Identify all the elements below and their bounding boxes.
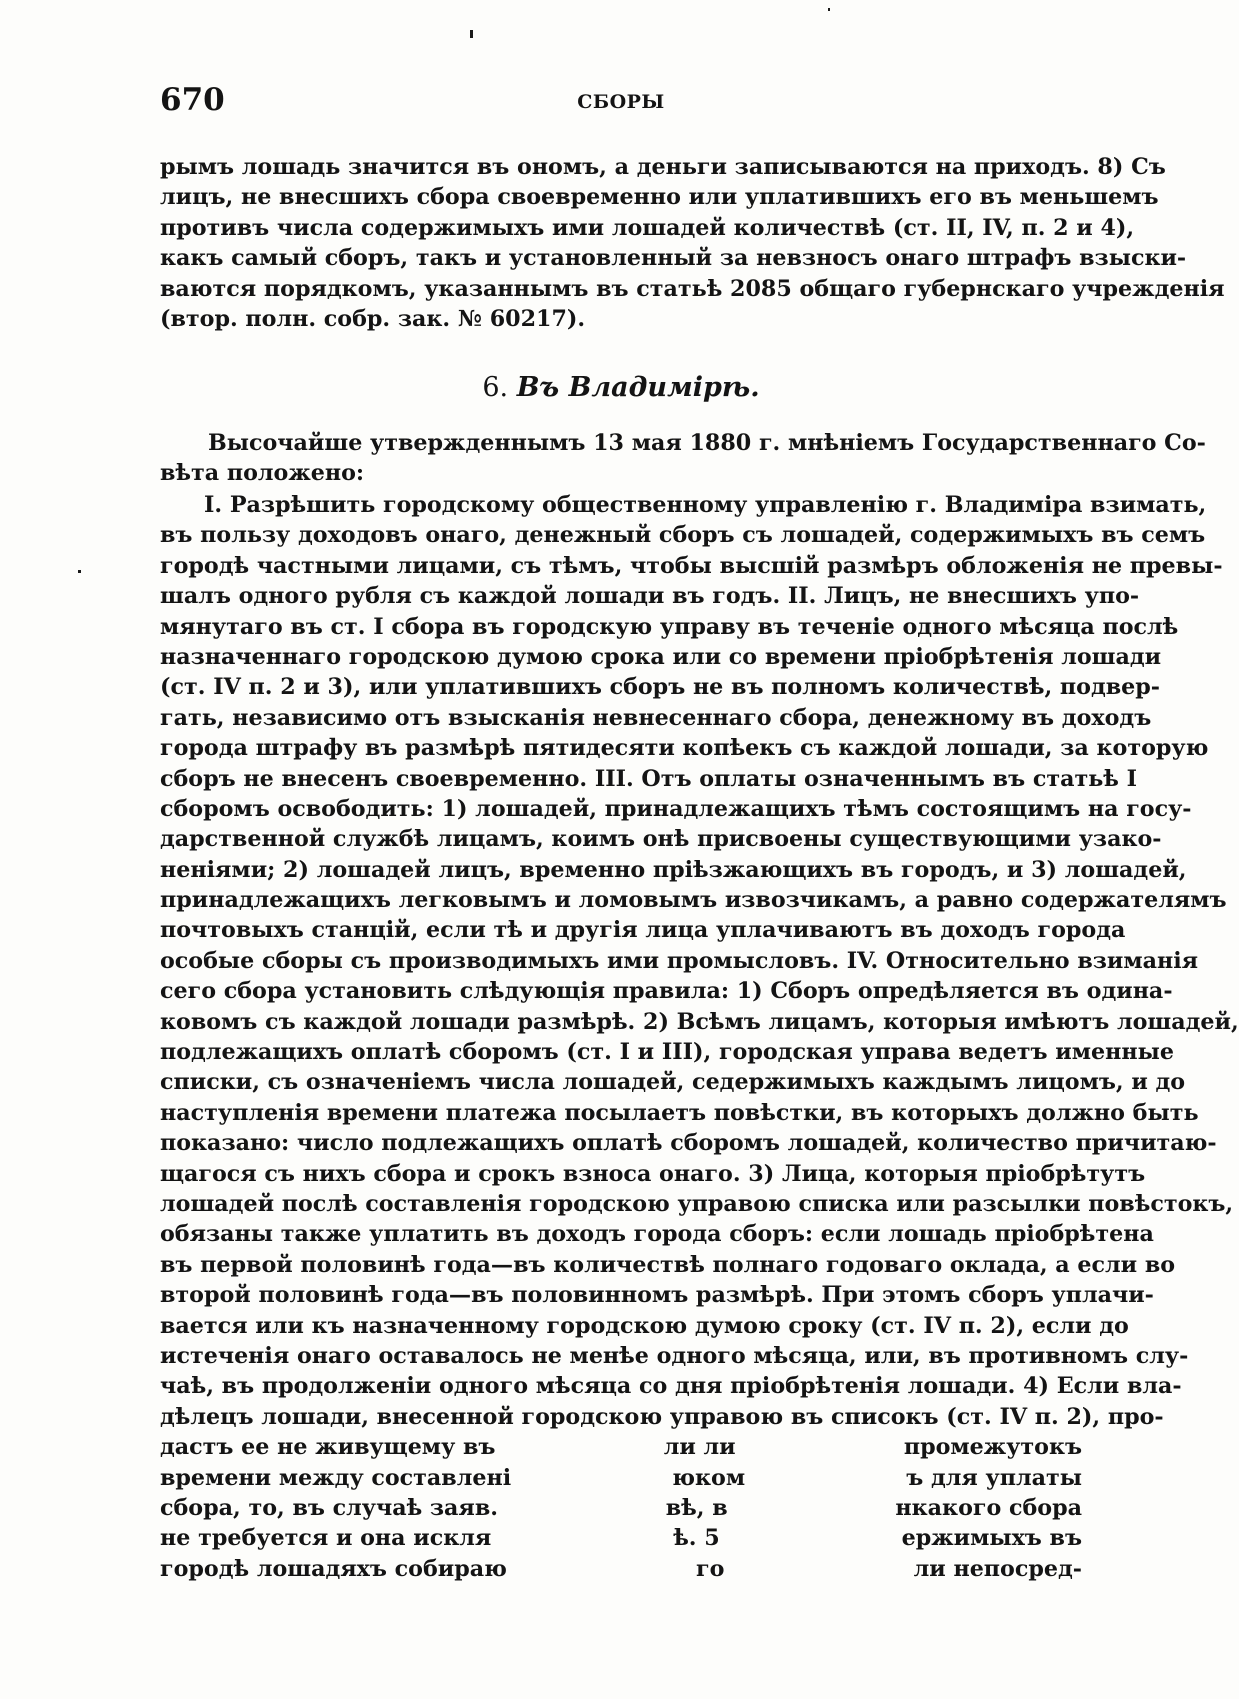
text-line: рымъ лошадь значится въ ономъ, а деньги записываются на приходъ. 8) Съ [160,154,1166,180]
text-line: почтовыхъ станцій, если тѣ и другія лица уплачиваютъ въ доходъ города [160,917,1126,944]
text-line: списки, съ означеніемъ числа лошадей, седержимыхъ каждымъ лицомъ, и до [160,1069,1186,1096]
text-line: города штрафу въ размѣрѣ пятидесяти копѣекъ съ каждой лошади, за которую [160,735,1209,762]
text-line: истеченія онаго оставалось не менѣе одного мѣсяца, или, въ противномъ слу- [160,1342,1189,1369]
text-line: вается или къ назначенному городскою думою сроку (ст. IV п. 2), если до [160,1312,1129,1339]
text-fragment: ли ли [663,1434,736,1461]
text-line: щагося съ нихъ сбора и срокъ взноса онаго. 3) Лица, которыя пріобрѣтутъ [160,1160,1146,1187]
text-line: противъ числа содержимыхъ ими лошадей количествѣ (ст. II, IV, п. 2 и 4), [160,214,1135,241]
text-fragment: дастъ ее не живущему въ [160,1434,496,1461]
text-line: I. Разрѣшить городскому общественному управленію г. Владиміра взимать, [204,492,1207,518]
text-fragment: ержимыхъ въ [901,1525,1082,1552]
text-line: чаѣ, въ продолженіи одного мѣсяца со дня пріобрѣтенія лошади. 4) Если вла- [160,1373,1182,1400]
section-title: Въ Владимірѣ. [516,372,760,403]
text-fragment: ѣ. 5 [673,1525,720,1552]
text-line: подлежащихъ оплатѣ сборомъ (ст. I и III), городская управа ведетъ именные [160,1039,1174,1066]
text-fragment: вѣ, в [665,1494,728,1521]
text-fragment: юком [672,1464,746,1491]
margin-speck [470,30,473,38]
torn-text-line [160,1493,1082,1523]
text-line: неніями; 2) лошадей лицъ, временно пріѣзжающихъ въ городъ, и 3) лошадей, [160,856,1187,883]
text-line: вѣта положено: [160,460,365,487]
page-header [160,82,1082,122]
text-line: въ пользу доходовъ онаго, денежный сборъ съ лошадей, содержимыхъ въ семъ [160,522,1206,549]
text-line: Высочайше утвержденнымъ 13 мая 1880 г. мнѣніемъ Государственнаго Со- [208,430,1206,456]
margin-speck [828,8,830,11]
intro-paragraph [160,428,1206,489]
page-number: 670 [160,82,225,118]
text-line: назначеннаго городскою думою срока или со времени пріобрѣтенія лошади [160,643,1162,670]
text-line: (втор. полн. собр. зак. № 60217). [160,305,586,332]
text-line: лошадей послѣ составленія городскою управою списка или разсылки повѣстокъ, [160,1190,1234,1217]
torn-text-line [160,1554,1082,1584]
text-fragment: го [696,1555,725,1582]
text-line: сборомъ освободить: 1) лошадей, принадлежащихъ тѣмъ состоящимъ на госу- [160,795,1192,822]
text-line: городѣ частными лицами, съ тѣмъ, чтобы высшій размѣръ обложенія не превы- [160,552,1223,579]
text-line: дарственной службѣ лицамъ, коимъ онѣ присвоены существующими узако- [160,826,1162,853]
text-fragment: городѣ лошадяхъ собираю [160,1555,507,1582]
text-fragment: промежутокъ [903,1434,1082,1461]
text-fragment: сбора, то, въ случаѣ заяв. [160,1494,498,1521]
margin-speck [78,570,81,573]
text-fragment: времени между составлені [160,1464,512,1491]
text-line: лицъ, не внесшихъ сбора своевременно или уплатившихъ его въ меньшемъ [160,184,1159,211]
text-line: наступленія времени платежа посылаетъ повѣстки, въ которыхъ должно быть [160,1099,1199,1126]
text-line: гать, независимо отъ взысканія невнесеннаго сбора, денежному въ доходъ [160,704,1152,731]
section-number: 6. [482,372,509,403]
text-line: обязаны также уплатить въ доходъ города сборъ: если лошадь пріобрѣтена [160,1221,1154,1248]
section-heading [160,372,1082,403]
text-fragment: нкакого сбора [895,1494,1082,1521]
text-line: сего сбора установить слѣдующія правила: 1) Сборъ опредѣляется въ одина- [160,978,1173,1005]
text-fragment: ли непосред- [913,1555,1082,1582]
text-line: особые сборы съ производимыхъ ими промысловъ. IV. Относительно взиманія [160,947,1199,974]
paragraph-top [160,152,1225,334]
text-line: ковомъ съ каждой лошади размѣрѣ. 2) Всѣмъ лицамъ, которыя имѣютъ лошадей, [160,1008,1239,1035]
text-line: второй половинѣ года—въ половинномъ размѣрѣ. При этомъ сборъ уплачи- [160,1282,1154,1309]
torn-text-line [160,1463,1082,1493]
text-line: какъ самый сборъ, такъ и установленный за невзносъ онаго штрафъ взыски- [160,245,1187,272]
text-line: показано: число подлежащихъ оплатѣ сборомъ лошадей, количество причитаю- [160,1130,1217,1157]
text-fragment: не требуется и она искля [160,1525,492,1552]
text-line: сборъ не внесенъ своевременно. III. Отъ оплаты означеннымъ въ статьѣ I [160,765,1137,792]
text-line: принадлежащихъ легковымъ и ломовымъ извозчикамъ, а равно содержателямъ [160,887,1227,914]
running-head: СБОРЫ [577,91,665,113]
text-line: (ст. IV п. 2 и 3), или уплатившихъ сборъ не въ полномъ количествѣ, подвер- [160,674,1161,701]
text-fragment: ъ для уплаты [906,1464,1082,1491]
paragraph-main [160,490,1239,1584]
torn-text-line [160,1432,1082,1462]
text-line: ваются порядкомъ, указаннымъ въ статьѣ 2085 общаго губернскаго учрежденія [160,275,1225,302]
text-line: мянутаго въ ст. I сбора въ городскую управу въ теченіе одного мѣсяца послѣ [160,613,1179,640]
text-line: дѣлецъ лошади, внесенной городскою управою въ списокъ (ст. IV п. 2), про- [160,1403,1164,1430]
torn-text-line [160,1523,1082,1553]
text-line: шалъ одного рубля съ каждой лошади въ годъ. II. Лицъ, не внесшихъ упо- [160,583,1140,610]
text-line: въ первой половинѣ года—въ количествѣ полнаго годоваго оклада, а если во [160,1251,1176,1278]
